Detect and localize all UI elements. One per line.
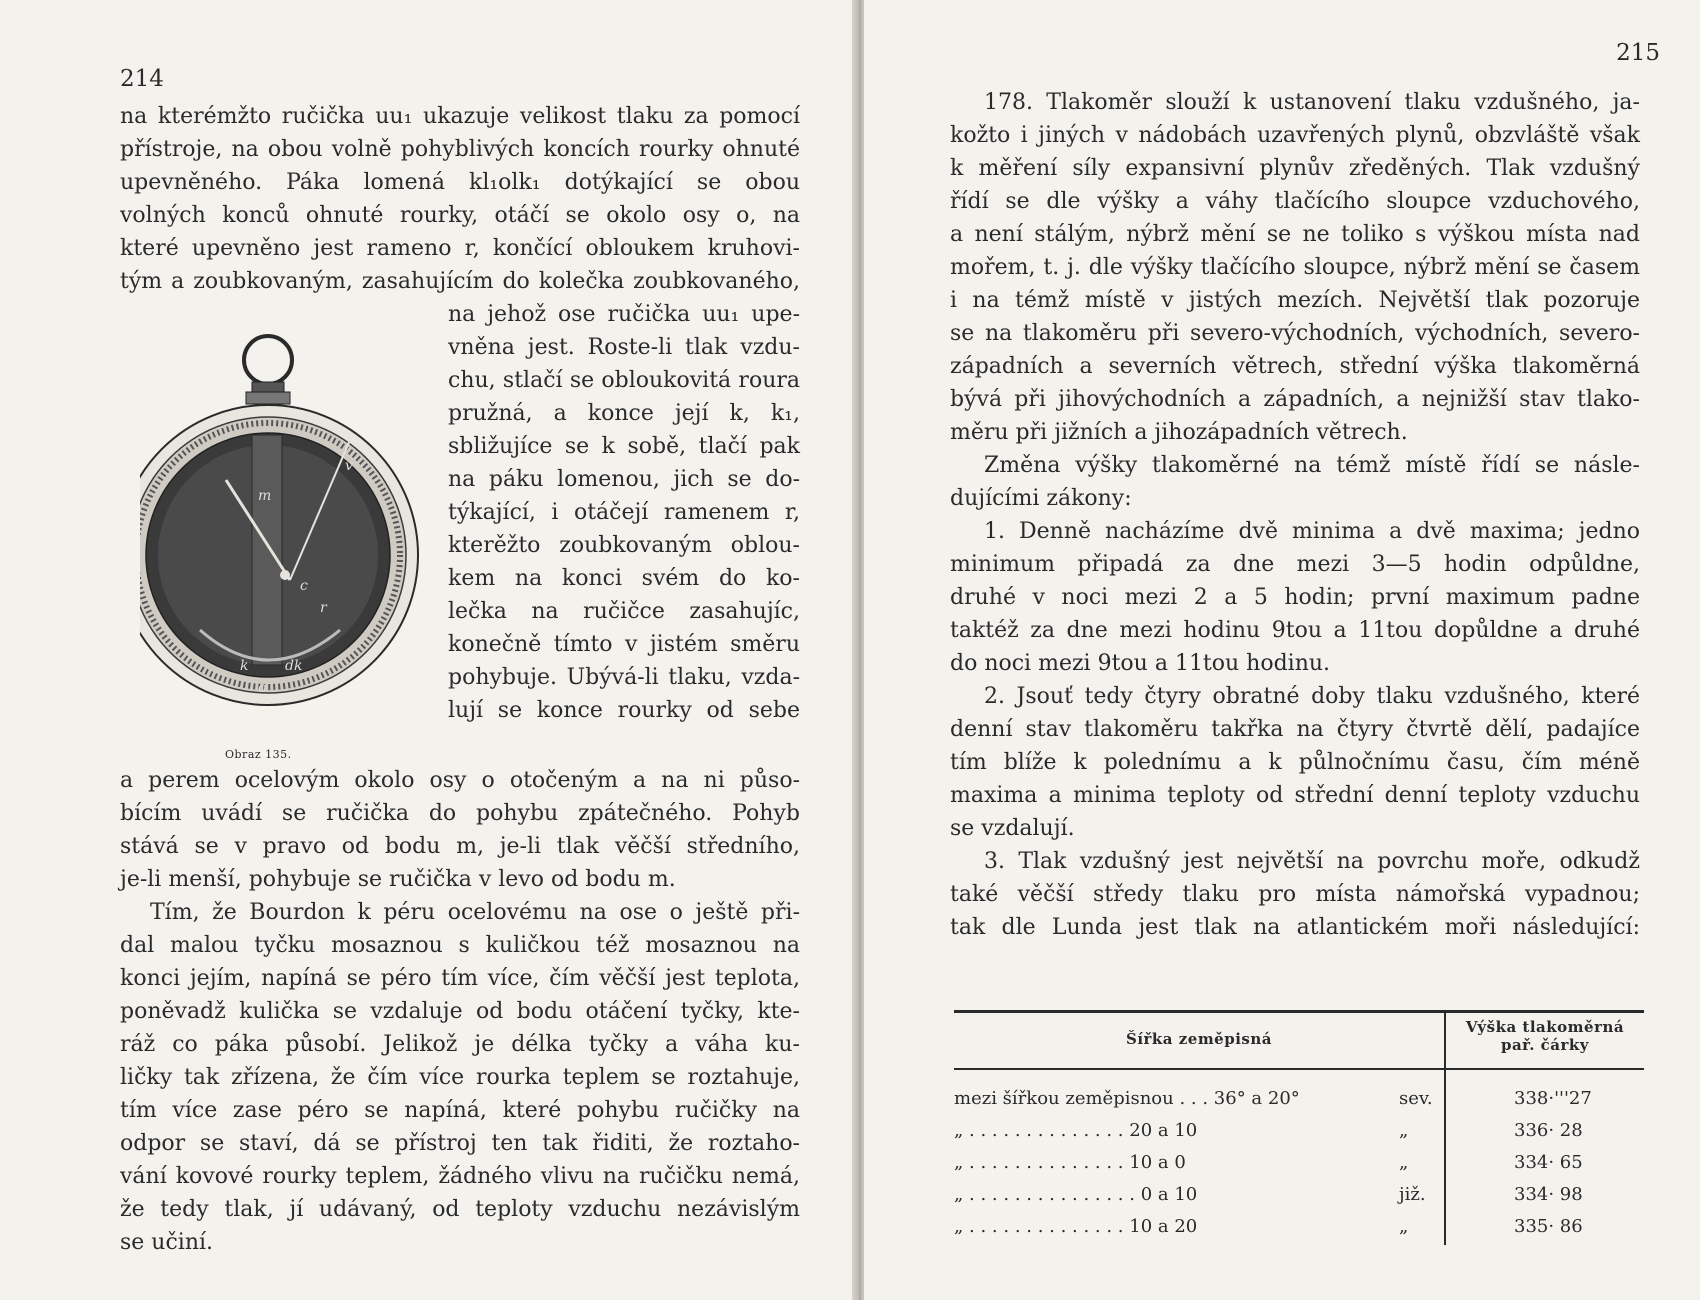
row-value: 334· 65 <box>1514 1152 1583 1173</box>
text-line: 178. Tlakoměr slouží k ustanovení tlaku vzdušného, ja- <box>984 90 1640 115</box>
text-line: do noci mezi 9tou a 11tou hodinu. <box>950 651 1331 676</box>
text-line: stává se v pravo od bodu m, je-li tlak věčší středního, <box>120 834 800 859</box>
barometer-illustration <box>140 330 440 740</box>
figure-letter-o: o <box>258 680 267 696</box>
figure-letter-r: r <box>320 600 327 616</box>
barometer-figure <box>140 330 440 740</box>
text-line: západních a severních větrech, střední výška tlakoměrná <box>950 354 1640 379</box>
text-line: k měření síly expansivní plynův zředěných. Tlak vzdušný <box>950 156 1640 181</box>
text-line: na jehož ose ručička uu₁ upe- <box>448 302 800 327</box>
text-line: bývá při jihovýchodních a západních, a nejnižší stav tlako- <box>950 387 1640 412</box>
text-line: Změna výšky tlakoměrné na témž místě řídí se násle- <box>984 453 1640 478</box>
table-rule <box>954 1068 1644 1070</box>
text-line: je-li menší, pohybuje se ručička v levo od bodu m. <box>120 867 676 892</box>
text-line: taktéž za dne mezi hodinu 9tou a 11tou dopůldne a druhé <box>950 618 1640 643</box>
text-line: dal malou tyčku mosaznou s kuličkou též mosaznou na <box>120 933 800 958</box>
text-line: lují se konce rourky od sebe <box>448 698 800 723</box>
text-line: ličky tak zřízena, že čím více rourka teplem se roztahuje, <box>120 1065 800 1090</box>
text-line: ráž co páka působí. Jelikož je délka tyčky a váha ku- <box>120 1032 800 1057</box>
text-line: 3. Tlak vzdušný jest největší na povrchu moře, odkudž <box>984 849 1640 874</box>
row-direction: již. <box>1399 1184 1426 1205</box>
table-row <box>954 1088 1644 1118</box>
row-latitude: mezi šířkou zeměpisnou . . . 36° a 20° <box>954 1088 1300 1109</box>
text-line: mořem, t. j. dle výšky tlačícího sloupce, nýbrž mění se časem <box>950 255 1640 280</box>
text-line: vněna jest. Roste-li tlak vzdu- <box>448 335 800 360</box>
table-row <box>954 1184 1644 1214</box>
table-header-latitude: Šířka zeměpisná <box>1125 1030 1272 1048</box>
text-line: týkající, i otáčejí ramenem r, <box>448 500 800 525</box>
text-line: pružná, a konce její k, k₁, <box>448 401 800 426</box>
text-line: poněvadž kulička se vzdaluje od bodu otáčení tyčky, kte- <box>120 999 800 1024</box>
row-latitude: „ . . . . . . . . . . . . . . 10 a 0 <box>954 1152 1186 1173</box>
text-line: tím blíže k polednímu a k půlnočnímu času, čím méně <box>950 750 1640 775</box>
text-line: také věčší středy tlaku pro místa námořská vypadnou; <box>950 882 1640 907</box>
text-line: denní stav tlakoměru takřka na čtyry čtvrtě dělí, padajíce <box>950 717 1640 742</box>
text-line: upevněného. Páka lomená kl₁olk₁ dotýkající se obou <box>120 170 800 195</box>
text-line: pohybuje. Ubývá-li tlaku, vzda- <box>448 665 800 690</box>
row-value: 334· 98 <box>1514 1184 1583 1205</box>
row-latitude: „ . . . . . . . . . . . . . . . 0 a 10 <box>954 1184 1198 1205</box>
text-line: maxima a minima teploty od střední denní teploty vzduchu <box>950 783 1640 808</box>
table-header-height <box>1446 1018 1644 1054</box>
text-line: kožto i jiných v nádobách uzavřených plynů, obzvláště však <box>950 123 1640 148</box>
table-rule <box>954 1010 1644 1013</box>
text-line: 2. Jsouť tedy čtyry obratné doby tlaku vzdušného, které <box>984 684 1640 709</box>
text-line: konci jejím, napíná se péro tím více, čím věčší jest teplota, <box>120 966 800 991</box>
text-line: na páku lomenou, jich se do- <box>448 467 800 492</box>
page-number: 214 <box>120 66 164 92</box>
text-line: řídí se dle výšky a váhy tlačícího sloupce vzduchového, <box>950 189 1640 214</box>
text-line: se na tlakoměru při severo-východních, východních, severo- <box>950 321 1640 346</box>
row-latitude: „ . . . . . . . . . . . . . . 10 a 20 <box>954 1216 1198 1237</box>
text-line: že tedy tlak, jí udávaný, od teploty vzduchu nezávislým <box>120 1197 800 1222</box>
text-line: odpor se staví, dá se přístroj ten tak řiditi, že roztaho- <box>120 1131 800 1156</box>
row-direction: „ <box>1399 1120 1409 1141</box>
figure-letter-k: k <box>240 658 249 674</box>
text-line: a perem ocelovým okolo osy o otočeným a na ni půso- <box>120 768 800 793</box>
text-line: a není stálým, nýbrž mění se ne toliko s výškou místa nad <box>950 222 1640 247</box>
right-page <box>864 0 1700 1300</box>
figure-letter-dk: dk <box>285 658 303 674</box>
table-header-height-line1: Výška tlakoměrná <box>1465 1018 1625 1036</box>
figure-caption: Obraz 135. <box>225 748 292 761</box>
text-line: kterěžto zoubkovaným oblou- <box>448 533 800 558</box>
row-direction: sev. <box>1399 1088 1433 1109</box>
text-line: lečka na ručičce zasahujíc, <box>448 599 800 624</box>
text-line: volných konců ohnuté rourky, otáčí se okolo osy o, na <box>120 203 800 228</box>
page-number: 215 <box>1616 40 1660 66</box>
text-line: Tím, že Bourdon k péru ocelovému na ose o ještě při- <box>150 900 800 925</box>
row-direction: „ <box>1399 1152 1409 1173</box>
text-line: které upevněno jest rameno r, končící obloukem kruhovi- <box>120 236 800 261</box>
text-line: kem na konci svém do ko- <box>448 566 800 591</box>
text-line: 1. Denně nacházíme dvě minima a dvě maxima; jedno <box>984 519 1640 544</box>
text-line: bícím uvádí se ručička do pohybu zpátečného. Pohyb <box>120 801 800 826</box>
text-line: přístroje, na obou volně pohyblivých koncích rourky ohnuté <box>120 137 800 162</box>
text-line: na kterémžto ručička uu₁ ukazuje velikost tlaku za pomocí <box>120 104 800 129</box>
text-line: tím více zase péro se napíná, které pohybu ručičky na <box>120 1098 800 1123</box>
figure-letter-m: m <box>258 488 272 504</box>
text-line: měru při jižních a jihozápadních větrech. <box>950 420 1408 445</box>
table-row <box>954 1216 1644 1246</box>
row-value: 336· 28 <box>1514 1120 1583 1141</box>
row-direction: „ <box>1399 1216 1409 1237</box>
text-line: se učiní. <box>120 1230 214 1255</box>
text-line: tak dle Lunda jest tlak na atlantickém moři následující: <box>950 915 1640 940</box>
row-value: 338·'''27 <box>1514 1088 1592 1109</box>
figure-letter-v: v <box>345 458 353 474</box>
text-line: druhé v noci mezi 2 a 5 hodin; první maximum padne <box>950 585 1640 610</box>
text-line: dujícími zákony: <box>950 486 1132 511</box>
text-line: i na témž místě v jistých mezích. Největší tlak pozoruje <box>950 288 1640 313</box>
text-line: vání kovové rourky teplem, žádného vlivu na ručičku nemá, <box>120 1164 800 1189</box>
table-row <box>954 1120 1644 1150</box>
text-line: konečně tímto v jistém směru <box>448 632 800 657</box>
figure-letter-c: c <box>300 578 308 594</box>
row-value: 335· 86 <box>1514 1216 1583 1237</box>
text-line: sbližujíce se k sobě, tlačí pak <box>448 434 800 459</box>
text-line: se vzdalují. <box>950 816 1075 841</box>
text-line: minimum připadá za dne mezi 3—5 hodin odpůldne, <box>950 552 1640 577</box>
text-line: tým a zoubkovaným, zasahujícím do kolečka zoubkovaného, <box>120 269 800 294</box>
row-latitude: „ . . . . . . . . . . . . . . 20 a 10 <box>954 1120 1198 1141</box>
text-line: chu, stlačí se obloukovitá roura <box>448 368 800 393</box>
table-header-height-line2: pař. čárky <box>1500 1036 1590 1054</box>
table-row <box>954 1152 1644 1182</box>
